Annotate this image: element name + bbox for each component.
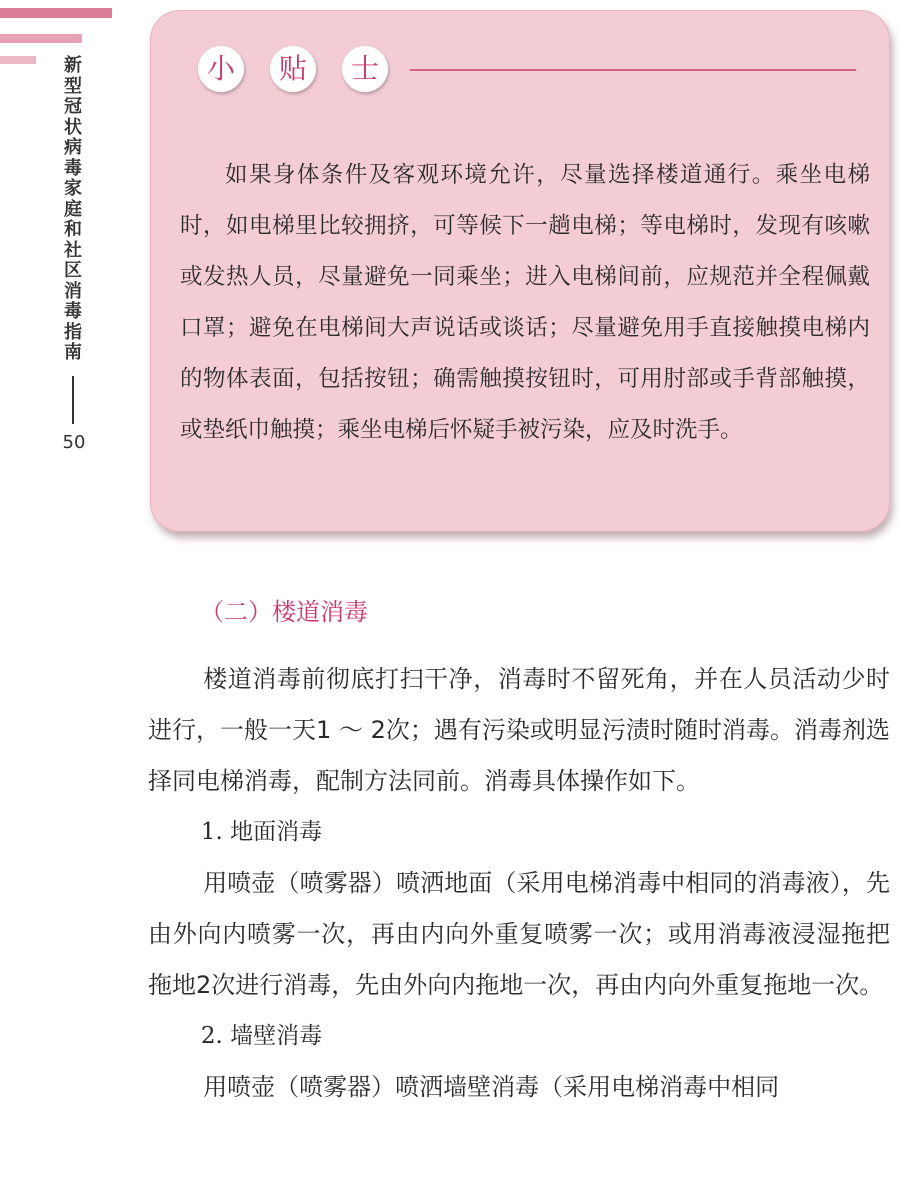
item2-title: 2. 墙壁消毒	[200, 1023, 323, 1049]
tips-body	[180, 150, 870, 456]
page-number: 50	[62, 432, 86, 453]
tips-header-rule	[410, 69, 856, 71]
item1-title: 1. 地面消毒	[200, 819, 323, 845]
sidebar-divider	[72, 376, 74, 424]
tips-title-char: 贴	[270, 46, 316, 92]
decor-bar-top	[0, 8, 112, 18]
section-body	[148, 654, 890, 1113]
tips-box	[150, 10, 890, 532]
decor-bar-middle	[0, 34, 82, 43]
tips-title-char: 士	[342, 46, 388, 92]
tips-header	[198, 46, 858, 96]
item2-text: 用喷壶（喷雾器）喷洒墙壁消毒（采用电梯消毒中相同	[203, 1073, 780, 1101]
decor-bar-short	[0, 56, 36, 64]
section-heading: （二）楼道消毒	[200, 598, 368, 626]
item1-text: 用喷壶（喷雾器）喷洒地面（采用电梯消毒中相同的消毒液），先由外向内喷雾一次，再由内向外重复喷雾一次；或用消毒液浸湿拖把拖地2次进行消毒，先由外向内拖地一次，再由内向外重复拖地一次。	[148, 869, 890, 999]
section-intro: 楼道消毒前彻底打扫干净，消毒时不留死角，并在人员活动少时进行，一般一天1 ～ 2次；遇有污染或明显污渍时随时消毒。消毒剂选择同电梯消毒，配制方法同前。消毒具体操作如下。	[148, 665, 890, 795]
tips-title-char: 小	[198, 46, 244, 92]
tips-text: 如果身体条件及客观环境允许，尽量选择楼道通行。乘坐电梯时，如电梯里比较拥挤，可等候下一趟电梯；等电梯时，发现有咳嗽或发热人员，尽量避免一同乘坐；进入电梯间前，应规范并全程佩戴口罩；避免在电梯间大声说话或谈话；尽量避免用手直接触摸电梯内的物体表面，包括按钮；确需触摸按钮时，可用肘部或手背部触摸，或垫纸巾触摸；乘坐电梯后怀疑手被污染，应及时洗手。	[180, 162, 870, 443]
book-title-vertical: 新型冠状病毒家庭和社区消毒指南	[64, 55, 82, 363]
